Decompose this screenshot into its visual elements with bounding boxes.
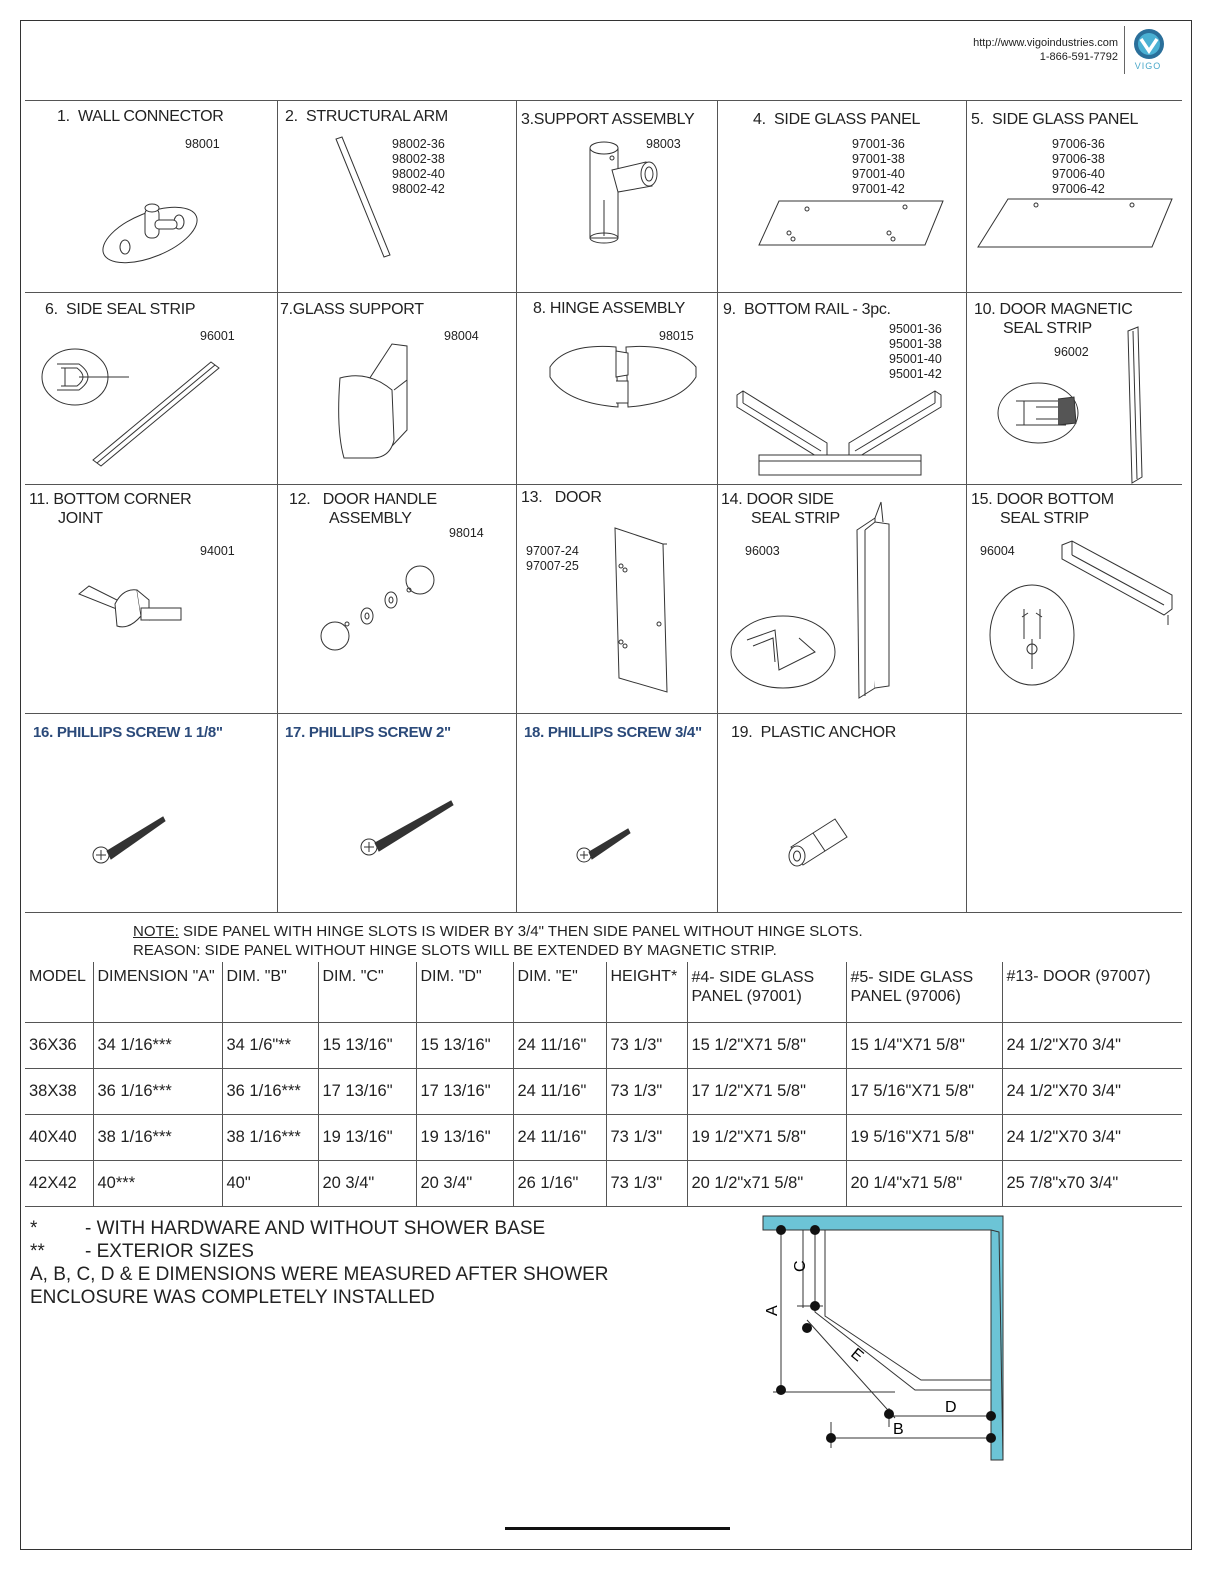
- table-header: #13- DOOR (97007): [1002, 962, 1182, 1023]
- table-header: #4- SIDE GLASS PANEL (97001): [687, 962, 846, 1023]
- footnote-hardware: - WITH HARDWARE AND WITHOUT SHOWER BASE: [85, 1218, 546, 1239]
- parts-grid: [25, 100, 1182, 912]
- note-label: NOTE:: [133, 923, 179, 940]
- part-cell-16: 16. PHILLIPS SCREW 1 1/8": [25, 713, 277, 912]
- table-row: 40X40 38 1/16*** 38 1/16*** 19 13/16" 19 13/16" 24 11/16" 73 1/3" 19 1/2"X71 5/8" 19 5/16"X71 5/8" 24 1/2"X70 3/4": [25, 1115, 1182, 1161]
- screw-1-1-8-drawing: [91, 813, 171, 868]
- logo-text: VIGO: [1134, 61, 1162, 71]
- label-a: A: [764, 1305, 781, 1316]
- part-codes: 94001: [200, 544, 235, 558]
- phone-number: 1-866-591-7792: [1039, 51, 1118, 63]
- label-c: C: [792, 1260, 809, 1272]
- label-e: E: [847, 1345, 867, 1366]
- note-block: [133, 922, 863, 960]
- part-cell-7: 7.GLASS SUPPORT 98004: [277, 292, 516, 484]
- note-reason: REASON: SIDE PANEL WITHOUT HINGE SLOTS WILL BE EXTENDED BY MAGNETIC STRIP.: [133, 942, 777, 959]
- table-header: DIM. "C": [318, 962, 416, 1023]
- side-glass-panel-4-drawing: [757, 195, 947, 255]
- part-codes: 96001: [200, 329, 235, 343]
- part-cell-5: 5. SIDE GLASS PANEL 97006-36 97006-38 97006-40 97006-42: [966, 100, 1182, 292]
- part-cell-4: 4. SIDE GLASS PANEL 97001-36 97001-38 97001-40 97001-42: [717, 100, 966, 292]
- dimension-point: [810, 1225, 820, 1235]
- part-cell-11: 11. BOTTOM CORNER JOINT 94001: [25, 484, 277, 713]
- label-d: D: [945, 1399, 957, 1416]
- bottom-rail-drawing: [735, 387, 955, 479]
- table-header: #5- SIDE GLASS PANEL (97006): [846, 962, 1002, 1023]
- dimension-point: [810, 1301, 820, 1311]
- part-codes: 98001: [185, 137, 220, 151]
- door-handle-assembly-drawing: [317, 564, 442, 664]
- part-cell-9: 9. BOTTOM RAIL - 3pc. 95001-36 95001-38 95001-40 95001-42: [717, 292, 966, 484]
- hinge-assembly-drawing: [546, 337, 706, 417]
- contact-block: [900, 36, 1118, 64]
- table-header-row: [25, 962, 1182, 1023]
- part-cell-8: 8. HINGE ASSEMBLY 98015: [516, 292, 717, 484]
- door-bottom-seal-strip-drawing: [992, 539, 1187, 689]
- structural-arm-drawing: [332, 135, 392, 265]
- part-cell-15: 15. DOOR BOTTOM SEAL STRIP 96004: [966, 484, 1182, 713]
- footnotes: * - WITH HARDWARE AND WITHOUT SHOWER BASE ** - EXTERIOR SIZES A, B, C, D & E DIMENSIONS WERE MEASURED AFTER SHOWER ENCLOSURE WAS COMPLETELY INSTALLED: [30, 1218, 609, 1308]
- part-title: WALL CONNECTOR: [78, 108, 224, 125]
- wall-outline: [763, 1216, 1003, 1460]
- part-codes: 95001-36 95001-38 95001-40 95001-42: [889, 322, 942, 381]
- part-codes: 98015: [659, 329, 694, 343]
- table-row: 38X38 36 1/16*** 36 1/16*** 17 13/16" 17 13/16" 24 11/16" 73 1/3" 17 1/2"X71 5/8" 17 5/16"X71 5/8" 24 1/2"X70 3/4": [25, 1069, 1182, 1115]
- website-link[interactable]: http://www.vigoindustries.com: [973, 37, 1118, 49]
- label-b: B: [893, 1421, 904, 1438]
- table-header: DIM. "B": [222, 962, 318, 1023]
- table-header: HEIGHT*: [606, 962, 687, 1023]
- part-cell-1: [25, 100, 277, 292]
- note-text: SIDE PANEL WITH HINGE SLOTS IS WIDER BY 3/4" THEN SIDE PANEL WITHOUT HINGE SLOTS.: [178, 923, 863, 940]
- part-codes: 98014: [449, 526, 484, 540]
- table-header: DIMENSION "A": [93, 962, 222, 1023]
- footnote-measure-2: ENCLOSURE WAS COMPLETELY INSTALLED: [30, 1287, 435, 1308]
- part-cell-empty: [966, 713, 1182, 912]
- table-header: DIM. "D": [416, 962, 513, 1023]
- part-codes: 98002-36 98002-38 98002-40 98002-42: [392, 137, 445, 196]
- dimension-point: [884, 1409, 894, 1419]
- part-number: 1.: [57, 108, 70, 125]
- side-seal-strip-drawing: [39, 342, 239, 472]
- part-cell-2: 2. STRUCTURAL ARM 98002-36 98002-38 98002-40 98002-42: [277, 100, 516, 292]
- part-cell-6: 6. SIDE SEAL STRIP 96001: [25, 292, 277, 484]
- part-cell-13: 13. DOOR 97007-24 97007-25: [516, 484, 717, 713]
- screw-3-4-drawing: [576, 825, 636, 865]
- part-cell-14: 14. DOOR SIDE SEAL STRIP 96003: [717, 484, 966, 713]
- door-side-seal-strip-drawing: [725, 500, 915, 710]
- table-row: 42X42 40*** 40" 20 3/4" 20 3/4" 26 1/16" 73 1/3" 20 1/2"x71 5/8" 20 1/4"x71 5/8" 25 7/8"x70 3/4": [25, 1161, 1182, 1207]
- dimension-table: [25, 962, 1182, 1207]
- footnote-exterior: - EXTERIOR SIZES: [85, 1241, 254, 1262]
- dimension-point: [986, 1411, 996, 1421]
- plastic-anchor-drawing: [785, 813, 855, 869]
- vigo-logo-icon: [1125, 26, 1171, 66]
- enclosure-outline: [815, 1230, 991, 1390]
- dimension-point: [776, 1225, 786, 1235]
- footnote-measure-1: A, B, C, D & E DIMENSIONS WERE MEASURED AFTER SHOWER: [30, 1264, 609, 1285]
- part-codes: 96004: [980, 544, 1015, 558]
- bottom-corner-joint-drawing: [77, 576, 197, 646]
- dimension-diagram: [755, 1212, 1015, 1467]
- table-row: 36X36 34 1/16*** 34 1/6"** 15 13/16" 15 13/16" 24 11/16" 73 1/3" 15 1/2"X71 5/8" 15 1/4"X71 5/8" 24 1/2"X70 3/4": [25, 1023, 1182, 1069]
- part-codes: 98003: [646, 137, 681, 151]
- table-header: DIM. "E": [513, 962, 606, 1023]
- screw-2-drawing: [359, 799, 459, 859]
- part-cell-12: 12. DOOR HANDLE ASSEMBLY 98014: [277, 484, 516, 713]
- part-cell-17: 17. PHILLIPS SCREW 2": [277, 713, 516, 912]
- support-assembly-drawing: [586, 140, 666, 250]
- wall-connector-drawing: [95, 180, 215, 270]
- part-cell-19: 19. PLASTIC ANCHOR: [717, 713, 966, 912]
- side-glass-panel-5-drawing: [976, 195, 1176, 255]
- part-codes: 97007-24 97007-25: [526, 544, 579, 573]
- table-header: MODEL: [25, 962, 93, 1023]
- part-codes: 97006-36 97006-38 97006-40 97006-42: [1052, 137, 1105, 196]
- glass-support-drawing: [332, 340, 442, 465]
- dimension-point: [802, 1323, 812, 1333]
- part-codes: 96003: [745, 544, 780, 558]
- dimension-point: [986, 1433, 996, 1443]
- door-drawing: [611, 524, 671, 694]
- part-cell-10: 10. DOOR MAGNETIC SEAL STRIP 96002: [966, 292, 1182, 484]
- part-codes: 98004: [444, 329, 479, 343]
- dimension-point: [826, 1433, 836, 1443]
- grid-line: [25, 912, 1182, 913]
- bottom-rule: [505, 1527, 730, 1530]
- part-cell-18: 18. PHILLIPS SCREW 3/4": [516, 713, 717, 912]
- part-codes: 96002: [1054, 345, 1089, 359]
- part-cell-3: 3.SUPPORT ASSEMBLY 98003: [516, 100, 717, 292]
- dimension-point: [776, 1385, 786, 1395]
- part-codes: 97001-36 97001-38 97001-40 97001-42: [852, 137, 905, 196]
- door-magnetic-seal-strip-drawing: [996, 327, 1181, 487]
